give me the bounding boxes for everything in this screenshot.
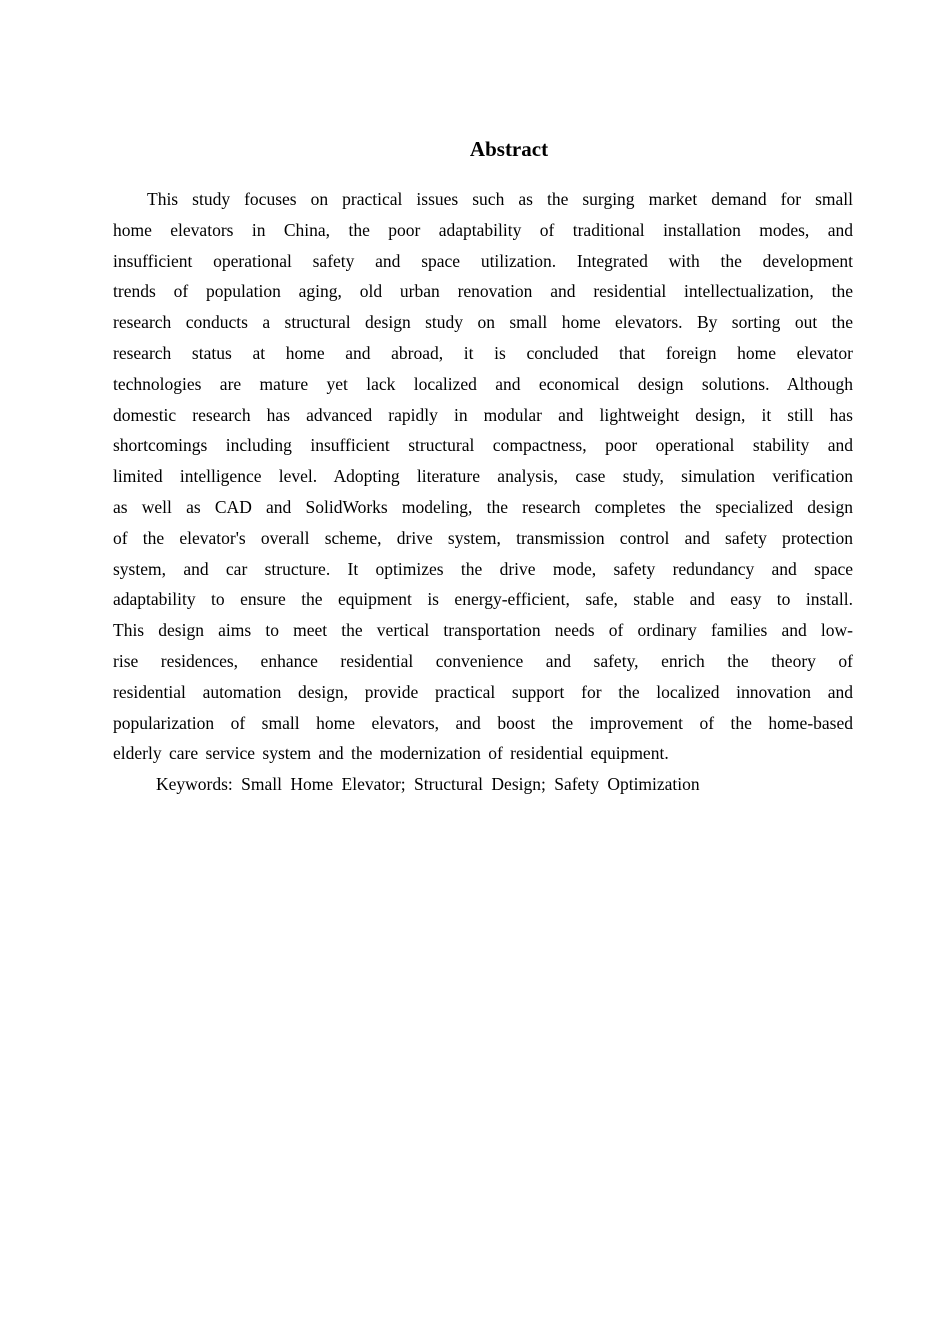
abstract-line: This design aims to meet the vertical transportation needs of ordinary families and low- — [113, 620, 853, 641]
abstract-line: system, and car structure. It optimizes the drive mode, safety redundancy and space — [113, 558, 853, 579]
abstract-line: elderly care service system and the modernization of residential equipment. — [113, 743, 669, 764]
abstract-line: limited intelligence level. Adopting literature analysis, case study, simulation verification — [113, 466, 853, 487]
abstract-body — [113, 184, 853, 800]
abstract-line: popularization of small home elevators, and boost the improvement of the home-based — [113, 712, 853, 733]
abstract-line: insufficient operational safety and space utilization. Integrated with the development — [113, 250, 853, 271]
abstract-line: shortcomings including insufficient structural compactness, poor operational stability and — [113, 435, 853, 456]
abstract-line: of the elevator's overall scheme, drive system, transmission control and safety protection — [113, 527, 853, 548]
abstract-line: domestic research has advanced rapidly in modular and lightweight design, it still has — [113, 404, 853, 425]
abstract-line: home elevators in China, the poor adaptability of traditional installation modes, and — [113, 219, 853, 240]
abstract-line: residential automation design, provide practical support for the localized innovation and — [113, 681, 853, 702]
abstract-line: rise residences, enhance residential convenience and safety, enrich the theory of — [113, 650, 853, 671]
abstract-line: research status at home and abroad, it is concluded that foreign home elevator — [113, 342, 853, 363]
abstract-line: This study focuses on practical issues such as the surging market demand for small — [147, 189, 853, 209]
abstract-line: trends of population aging, old urban renovation and residential intellectualization, the — [113, 281, 853, 302]
abstract-line: research conducts a structural design study on small home elevators. By sorting out the — [113, 312, 853, 333]
abstract-line: as well as CAD and SolidWorks modeling, the research completes the specialized design — [113, 496, 853, 517]
abstract-title: Abstract — [469, 137, 549, 161]
abstract-line: adaptability to ensure the equipment is energy-efficient, safe, stable and easy to install. — [113, 589, 853, 610]
keywords-line: Keywords: Small Home Elevator; Structural Design; Safety Optimization — [156, 774, 700, 795]
abstract-line: technologies are mature yet lack localized and economical design solutions. Although — [113, 373, 853, 394]
